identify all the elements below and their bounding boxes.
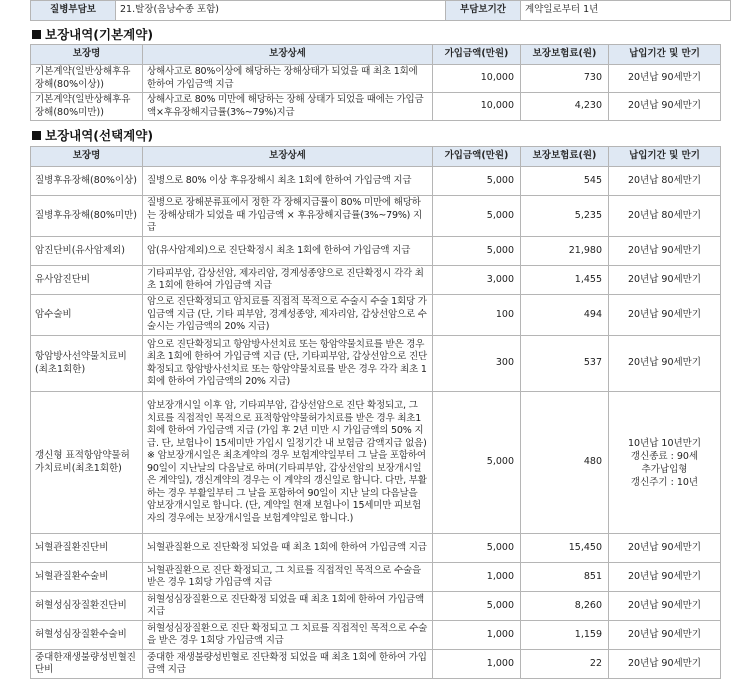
column-header: 가입금액(만원) <box>433 45 521 65</box>
table-row <box>31 650 721 679</box>
column-header: 보장명 <box>31 147 143 167</box>
coverage-name: 기본계약(일반상해후유장해(80%미만)) <box>31 93 143 121</box>
coverage-term: 20년납 90세만기 <box>609 93 721 121</box>
exclusion-value: 21.탈장(음낭수종 포함) <box>116 1 446 21</box>
coverage-detail: 암(유사암제외)으로 진단확정시 최초 1회에 한하여 가입금액 지급 <box>143 237 433 266</box>
column-header: 가입금액(만원) <box>433 147 521 167</box>
coverage-term: 20년납 90세만기 <box>609 592 721 621</box>
coverage-premium: 5,235 <box>521 196 609 237</box>
table-row <box>31 93 721 121</box>
table-row <box>31 563 721 592</box>
table-row <box>31 266 721 295</box>
coverage-name: 뇌혈관질환수술비 <box>31 563 143 592</box>
coverage-premium: 4,230 <box>521 93 609 121</box>
square-bullet-icon <box>32 30 41 39</box>
coverage-premium: 537 <box>521 336 609 392</box>
coverage-detail: 암보장개시일 이후 암, 기타피부암, 갑상선암으로 진단 확정되고, 그 치료를 직접적인 목적으로 표적항암약물허가치료를 받은 경우 최초1회에 한하여 가입금액 지급 (가입 후 2년 미만 시 가입금액의 50% 지급. 단, 보험나이 15세미만 가입시 일정기간 내 보험금 감액지급 없음) ※ 암보장개시일은 최초계약의 경우 보험계약일부터 그 날을 포함하여 90일이 지난날의 다음날로 하며(기타피부암, 갑상선암의 보장개시일은 계약일), 갱신계약의 경우는 이 계약의 갱신일로 합니다. 다만, 부활하는 경우 부활일부터 그 날을 포함하여 90일이 지난 날의 다음날을 암보장개시일로 합니다. (단, 계약일 현재 보험나이 15세미만 피보험자의 경우에는 보장개시일을 보험계약일로 합니다.) <box>143 392 433 534</box>
coverage-name: 질병후유장해(80%미만) <box>31 196 143 237</box>
table-row <box>31 392 721 534</box>
coverage-detail: 상해사고로 80%이상에 해당하는 장해상태가 되었을 때 최초 1회에 한하여 가입금액 지급 <box>143 65 433 93</box>
coverage-detail: 상해사고로 80% 미만에 해당하는 장해 상태가 되었을 때에는 가입금액×후유장해지급률(3%~79%)지급 <box>143 93 433 121</box>
coverage-amount: 1,000 <box>433 621 521 650</box>
coverage-detail: 질병으로 장해분류표에서 정한 각 장해지급률이 80% 미만에 해당하는 장해상태가 되었을 때 가입금액 × 후유장해지급률(3%~79%) 지급 <box>143 196 433 237</box>
coverage-premium: 21,980 <box>521 237 609 266</box>
table-row <box>31 65 721 93</box>
coverage-term: 20년납 80세만기 <box>609 167 721 196</box>
coverage-premium: 22 <box>521 650 609 679</box>
coverage-premium: 15,450 <box>521 534 609 563</box>
exclusion-period-value: 계약일로부터 1년 <box>521 1 731 21</box>
coverage-name: 질병후유장해(80%이상) <box>31 167 143 196</box>
column-header: 보장상세 <box>143 45 433 65</box>
coverage-amount: 10,000 <box>433 93 521 121</box>
column-header: 납입기간 및 만기 <box>609 45 721 65</box>
coverage-amount: 100 <box>433 295 521 336</box>
coverage-name: 갱신형 표적항암약물허가치료비(최초1회한) <box>31 392 143 534</box>
coverage-amount: 3,000 <box>433 266 521 295</box>
coverage-name: 항암방사선약물치료비(최초1회한) <box>31 336 143 392</box>
exclusion-period-label: 부담보기간 <box>446 1 521 21</box>
table-row <box>31 592 721 621</box>
column-header: 납입기간 및 만기 <box>609 147 721 167</box>
basic-section-title: 보장내역(기본계약) <box>32 25 153 43</box>
coverage-term: 20년납 80세만기 <box>609 196 721 237</box>
coverage-name: 허혈성심장질환수술비 <box>31 621 143 650</box>
table-row <box>31 336 721 392</box>
table-row <box>31 621 721 650</box>
coverage-detail: 암으로 진단확정되고 항암방사선치료 또는 항암약물치료를 받은 경우 최초 1회에 한하여 가입금액 지급 (단, 기타피부암, 갑상선암으로 진단확정되고 항암방사선치료 또는 항암약물치료를 받은 경우 각각 최초 1회에 한하여 가입금액의 20% 지급) <box>143 336 433 392</box>
coverage-term: 10년납 10년만기 갱신종료 : 90세 추가납입형 갱신주기 : 10년 <box>609 392 721 534</box>
coverage-amount: 5,000 <box>433 167 521 196</box>
table-row <box>31 534 721 563</box>
coverage-premium: 1,455 <box>521 266 609 295</box>
coverage-premium: 730 <box>521 65 609 93</box>
coverage-premium: 8,260 <box>521 592 609 621</box>
coverage-detail: 허혈성심장질환으로 진단확정 되었을 때 최초 1회에 한하여 가입금액 지급 <box>143 592 433 621</box>
coverage-detail: 질병으로 80% 이상 후유장해시 최초 1회에 한하여 가입금액 지급 <box>143 167 433 196</box>
coverage-amount: 1,000 <box>433 650 521 679</box>
coverage-detail: 중대한 재생불량성빈혈로 진단확정 되었을 때 최초 1회에 한하여 가입금액 지급 <box>143 650 433 679</box>
column-header: 보장상세 <box>143 147 433 167</box>
coverage-premium: 494 <box>521 295 609 336</box>
coverage-amount: 5,000 <box>433 392 521 534</box>
coverage-amount: 5,000 <box>433 196 521 237</box>
coverage-detail: 뇌혈관질환으로 진단확정 되었을 때 최초 1회에 한하여 가입금액 지급 <box>143 534 433 563</box>
exclusion-label: 질병부담보 <box>31 1 116 21</box>
coverage-term: 20년납 90세만기 <box>609 65 721 93</box>
coverage-amount: 5,000 <box>433 534 521 563</box>
coverage-term: 20년납 90세만기 <box>609 650 721 679</box>
square-bullet-icon <box>32 131 41 140</box>
table-row <box>31 167 721 196</box>
coverage-detail: 뇌혈관질환으로 진단 확정되고, 그 치료를 직접적인 목적으로 수술을 받은 경우 1회당 가입금액 지급 <box>143 563 433 592</box>
coverage-premium: 851 <box>521 563 609 592</box>
coverage-name: 암진단비(유사암제외) <box>31 237 143 266</box>
coverage-term: 20년납 90세만기 <box>609 563 721 592</box>
coverage-premium: 545 <box>521 167 609 196</box>
coverage-detail: 허혈성심장질환으로 진단 확정되고 그 치료를 직접적인 목적으로 수술을 받은 경우 1회당 가입금액 지급 <box>143 621 433 650</box>
coverage-term: 20년납 90세만기 <box>609 336 721 392</box>
coverage-term: 20년납 90세만기 <box>609 266 721 295</box>
coverage-name: 유사암진단비 <box>31 266 143 295</box>
coverage-amount: 5,000 <box>433 592 521 621</box>
coverage-premium: 480 <box>521 392 609 534</box>
coverage-amount: 5,000 <box>433 237 521 266</box>
table-row <box>31 196 721 237</box>
coverage-term: 20년납 90세만기 <box>609 237 721 266</box>
column-header: 보장명 <box>31 45 143 65</box>
column-header: 보장보험료(원) <box>521 147 609 167</box>
coverage-term: 20년납 90세만기 <box>609 621 721 650</box>
coverage-name: 뇌혈관질환진단비 <box>31 534 143 563</box>
table-row <box>31 237 721 266</box>
coverage-name: 중대한재생불량성빈혈진단비 <box>31 650 143 679</box>
coverage-amount: 10,000 <box>433 65 521 93</box>
exclusion-table <box>30 0 731 21</box>
optional-section-title: 보장내역(선택계약) <box>32 126 153 144</box>
coverage-name: 허혈성심장질환진단비 <box>31 592 143 621</box>
coverage-name: 기본계약(일반상해후유장해(80%이상)) <box>31 65 143 93</box>
coverage-detail: 암으로 진단확정되고 암치료를 직접적 목적으로 수술시 수술 1회당 가입금액 지급 (단, 기타 피부암, 경계성종양, 제자리암, 갑상선암으로 수술시는 가입금액의 20% 지급) <box>143 295 433 336</box>
basic-coverage-table <box>30 44 721 121</box>
coverage-amount: 300 <box>433 336 521 392</box>
table-header-row <box>31 45 721 65</box>
coverage-detail: 기타피부암, 갑상선암, 제자리암, 경계성종양으로 진단확정시 각각 최초 1회에 한하여 가입금액 지급 <box>143 266 433 295</box>
optional-coverage-table <box>30 146 721 679</box>
table-row <box>31 295 721 336</box>
table-header-row <box>31 147 721 167</box>
coverage-amount: 1,000 <box>433 563 521 592</box>
coverage-term: 20년납 90세만기 <box>609 295 721 336</box>
coverage-term: 20년납 90세만기 <box>609 534 721 563</box>
coverage-name: 암수술비 <box>31 295 143 336</box>
coverage-premium: 1,159 <box>521 621 609 650</box>
column-header: 보장보험료(원) <box>521 45 609 65</box>
